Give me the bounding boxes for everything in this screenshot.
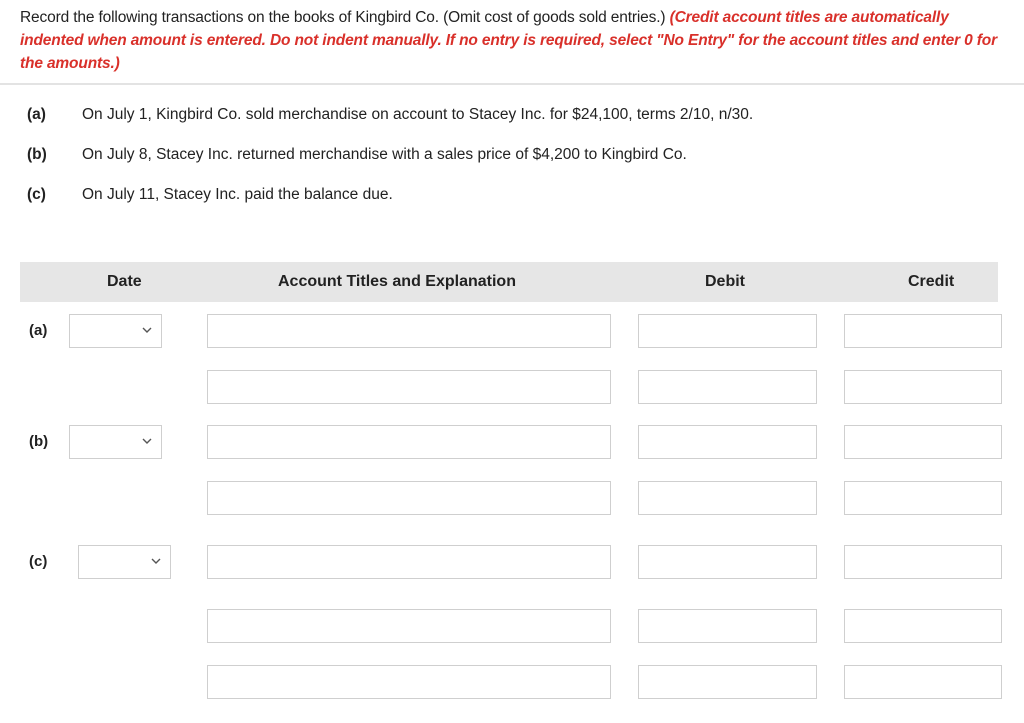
- account-input-a1[interactable]: [207, 314, 611, 348]
- header-debit: Debit: [705, 273, 745, 290]
- chevron-down-icon: [150, 555, 162, 567]
- account-input-c1[interactable]: [207, 545, 611, 579]
- credit-input-a2[interactable]: [844, 370, 1002, 404]
- credit-input-b2[interactable]: [844, 481, 1002, 515]
- header-date: Date: [107, 273, 142, 290]
- debit-input-c2[interactable]: [638, 609, 817, 643]
- transaction-label: (a): [27, 106, 46, 123]
- chevron-down-icon: [141, 324, 153, 336]
- entry-label-a: (a): [29, 322, 48, 339]
- instructions-text: Record the following transactions on the books of Kingbird Co. (Omit cost of goods sold entries.): [20, 9, 670, 26]
- date-select-a[interactable]: [69, 314, 162, 348]
- entry-label-c: (c): [29, 553, 48, 570]
- credit-input-c1[interactable]: [844, 545, 1002, 579]
- journal-table-header: [20, 262, 998, 302]
- transaction-text: On July 1, Kingbird Co. sold merchandise on account to Stacey Inc. for $24,100, terms 2/10, n/30.: [82, 106, 754, 123]
- transaction-label: (c): [27, 186, 46, 203]
- debit-input-c1[interactable]: [638, 545, 817, 579]
- date-select-b[interactable]: [69, 425, 162, 459]
- header-credit: Credit: [908, 273, 955, 290]
- debit-input-a1[interactable]: [638, 314, 817, 348]
- instructions-emphasis: (Credit account titles are automatically indented when amount is entered. Do not indent manually. If no entry is required, select "No Entry" for the account titles and enter 0 for the amounts.): [20, 9, 997, 72]
- account-input-b1[interactable]: [207, 425, 611, 459]
- chevron-down-icon: [141, 435, 153, 447]
- transaction-text: On July 8, Stacey Inc. returned merchandise with a sales price of $4,200 to Kingbird Co.: [82, 146, 687, 163]
- credit-input-b1[interactable]: [844, 425, 1002, 459]
- debit-input-c3[interactable]: [638, 665, 817, 699]
- entry-label-b: (b): [29, 433, 49, 450]
- credit-input-a1[interactable]: [844, 314, 1002, 348]
- transaction-label: (b): [27, 146, 47, 163]
- credit-input-c2[interactable]: [844, 609, 1002, 643]
- instructions: [20, 6, 1000, 75]
- divider: [0, 83, 1024, 85]
- account-input-c3[interactable]: [207, 665, 611, 699]
- transaction-text: On July 11, Stacey Inc. paid the balance due.: [82, 186, 393, 203]
- account-input-c2[interactable]: [207, 609, 611, 643]
- debit-input-b2[interactable]: [638, 481, 817, 515]
- account-input-b2[interactable]: [207, 481, 611, 515]
- date-select-c[interactable]: [78, 545, 171, 579]
- debit-input-a2[interactable]: [638, 370, 817, 404]
- credit-input-c3[interactable]: [844, 665, 1002, 699]
- debit-input-b1[interactable]: [638, 425, 817, 459]
- header-account: Account Titles and Explanation: [278, 273, 516, 290]
- account-input-a2[interactable]: [207, 370, 611, 404]
